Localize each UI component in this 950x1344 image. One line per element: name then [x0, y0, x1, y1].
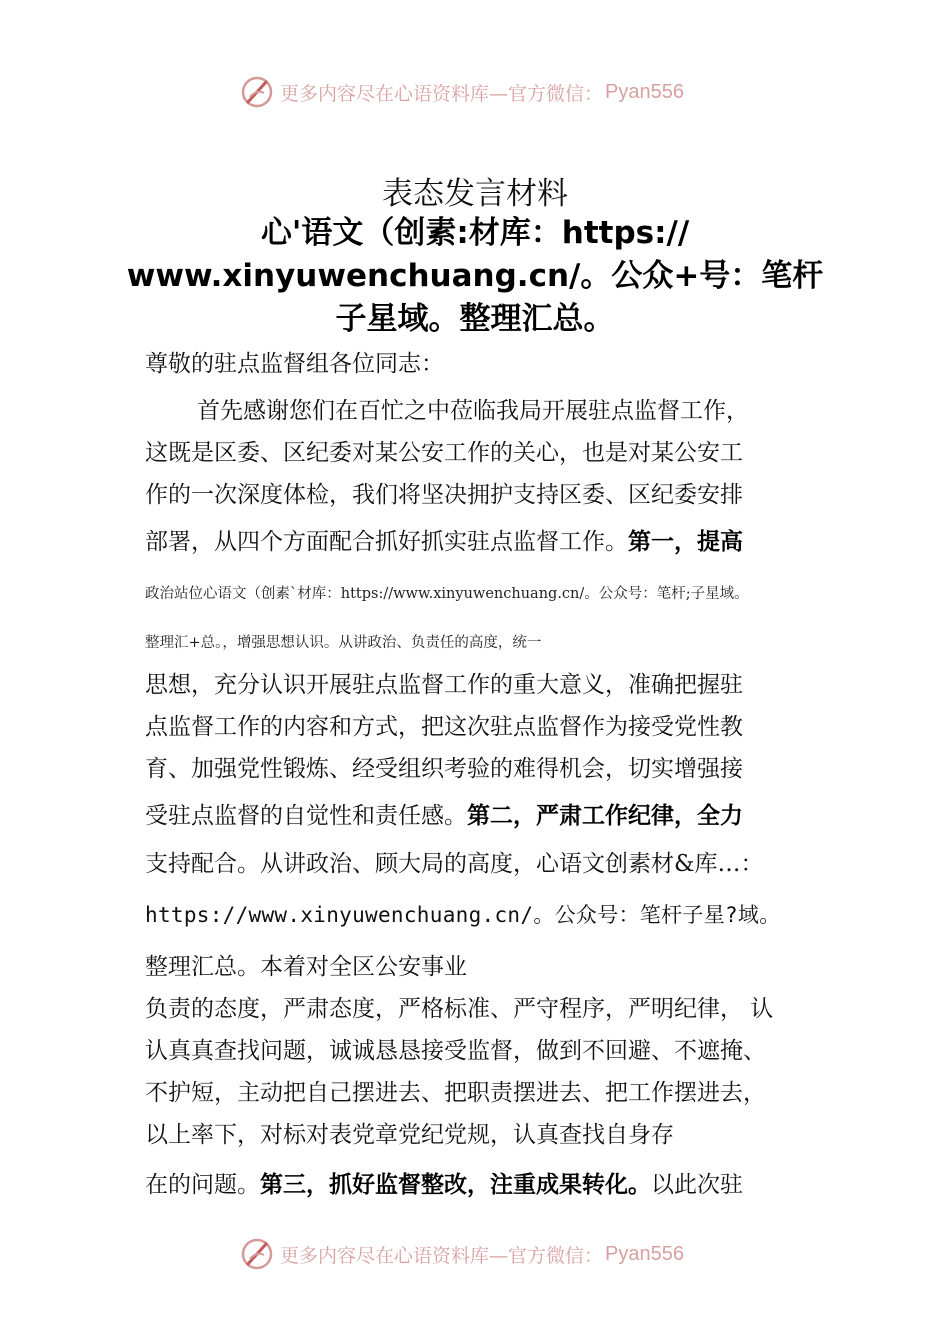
watermark-text: 更多内容尽在心语资料库—官方微信：	[280, 82, 604, 105]
body-line: 这既是区委、区纪委对某公安工作的关心，也是对某公安工	[145, 440, 743, 466]
body-line-small: 政治站位心语文（创素`材库：https://www.xinyuwenchuang.cn/。公众号：笔杆;子星域。	[145, 586, 749, 602]
document-subtitle	[120, 212, 830, 341]
body-line	[145, 523, 743, 556]
pen-logo-icon	[240, 75, 274, 109]
watermark-bottom	[240, 1232, 684, 1276]
line-text: 部署，从四个方面配合抓好抓实驻点监督工作。	[145, 529, 628, 555]
body-line	[145, 797, 743, 830]
body-line: 认真真查找问题，诚诚恳恳接受监督，做到不回避、不遮掩、	[145, 1038, 766, 1064]
bold-heading: 第一，提高	[628, 529, 743, 555]
body-line: 不护短，主动把自己摆进去、把职责摆进去、把工作摆进去，	[145, 1080, 766, 1106]
body-line: 以上率下，对标对表党章党纪党规，认真查找自身存	[145, 1122, 674, 1148]
line-text: 受驻点监督的自觉性和责任感。	[145, 803, 467, 829]
watermark-text: 更多内容尽在心语资料库—官方微信：	[280, 1244, 604, 1267]
body-line: 整理汇总。本着对全区公安事业	[145, 954, 467, 980]
subtitle-line: 子星域。整理汇总。	[335, 301, 615, 337]
body-line: 思想，充分认识开展驻点监督工作的重大意义，准确把握驻	[145, 672, 743, 698]
subtitle-line: 心'语文（创素:材库：https://	[260, 215, 690, 251]
line-text: 以此次驻	[651, 1172, 743, 1198]
bold-heading: 第二，严肃工作纪律，全力	[467, 803, 743, 829]
greeting: 尊敬的驻点监督组各位同志：	[145, 351, 444, 377]
body-line: 负责的态度，严肃态度，严格标准、严守程序，严明纪律， 认	[145, 996, 774, 1022]
body-line: 点监督工作的内容和方式，把这次驻点监督作为接受党性教	[145, 714, 743, 740]
bold-heading: 第三，抓好监督整改，注重成果转化。	[260, 1172, 651, 1198]
watermark-top	[240, 70, 684, 114]
line-text: 在的问题。	[145, 1172, 260, 1198]
body-line: 育、加强党性锻炼、经受组织考验的难得机会，切实增强接	[145, 756, 743, 782]
watermark-code: Pyan556	[605, 80, 684, 103]
body-line: 首先感谢您们在百忙之中莅临我局开展驻点监督工作，	[197, 398, 749, 424]
watermark-code: Pyan556	[605, 1242, 684, 1265]
body-line: 支持配合。从讲政治、顾大局的高度，心语文创素材&库…：	[145, 851, 764, 877]
pen-logo-icon	[240, 1237, 274, 1271]
document-title: 表态发言材料	[382, 176, 568, 212]
body-line	[145, 1166, 743, 1199]
subtitle-line: www.xinyuwenchuang.cn/。公众+号：笔杆	[126, 258, 824, 294]
body-line: 作的一次深度体检，我们将坚决拥护支持区委、区纪委安排	[145, 482, 743, 508]
body-line-url: https://www.xinyuwenchuang.cn/。公众号：笔杆子星?域。	[145, 903, 781, 927]
body-line-small: 整理汇+总。，增强思想认识。从讲政治、负责任的高度，统一	[145, 635, 542, 651]
